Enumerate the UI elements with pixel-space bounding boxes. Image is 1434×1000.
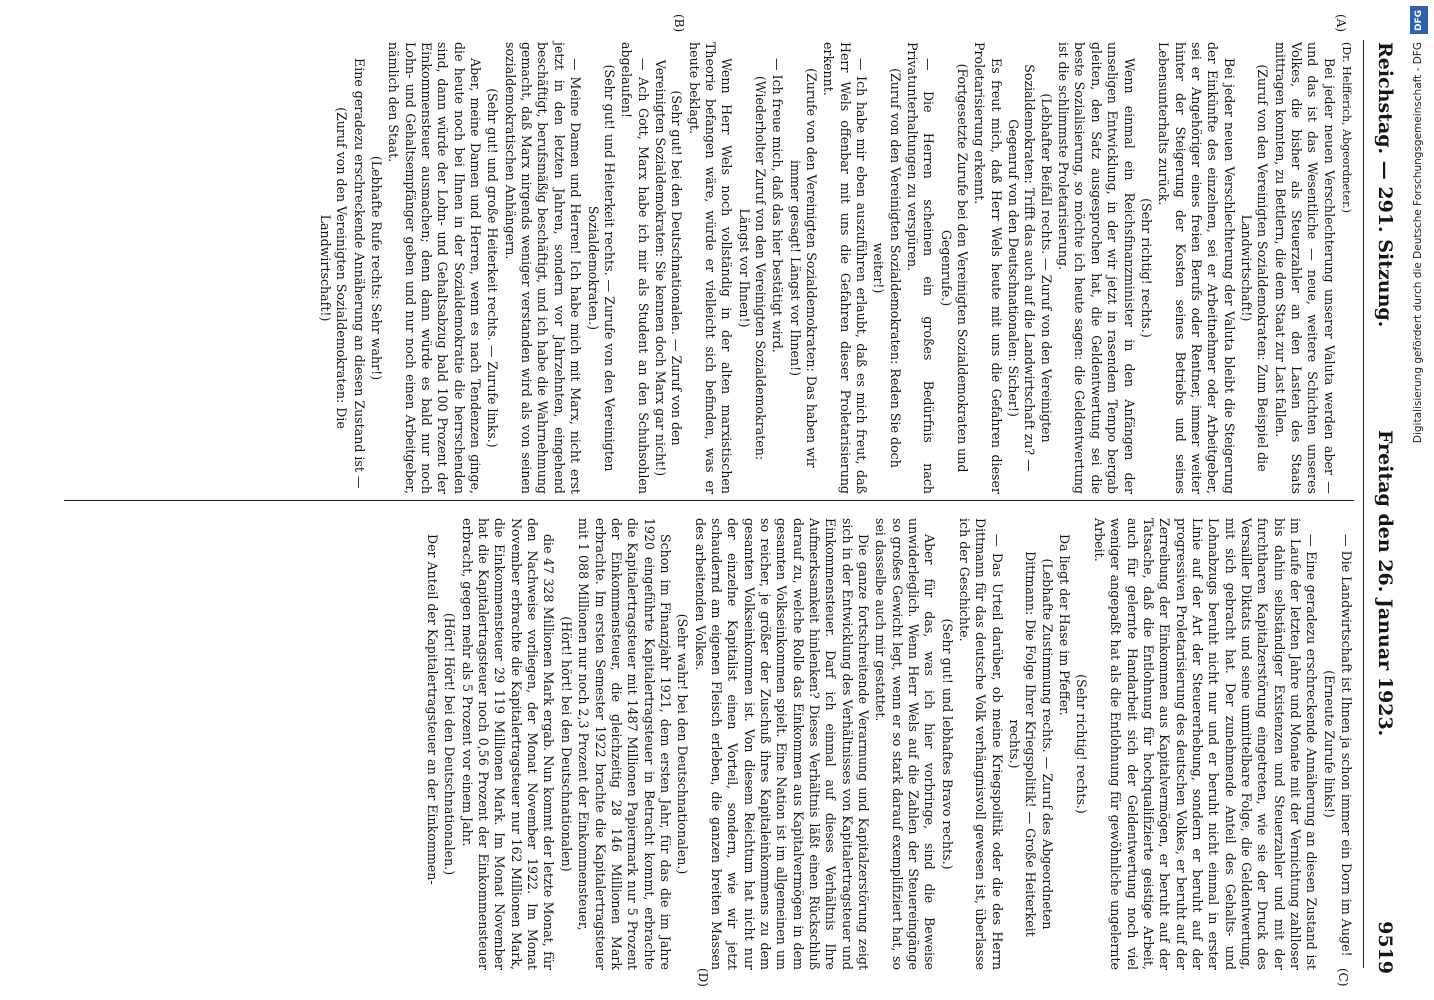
speaker-caption: (Dr. Helfferich, Abgeordneter.) xyxy=(1340,42,1353,213)
left-column xyxy=(316,42,1354,494)
paragraph: — Ich freue mich, daß das hier bestätigt wird. xyxy=(770,58,786,353)
interjection: (Sehr gut! und große Heiterkeit rechts. — Zurufe links.) xyxy=(485,88,501,448)
interjection: (Sehr wahr! bei den Deutschnationalen.) xyxy=(675,613,691,875)
paragraph: Es freut mich, daß Herr Wels heute mit uns die Gefahren dieser Proletarisierung erkennt. xyxy=(972,42,1004,494)
interjection: (Lebhafte Rufe rechts: Sehr wahr!) xyxy=(369,155,385,381)
right-column xyxy=(423,518,1354,970)
paragraph: Bei jeder neuen Verschlechterung unserer Valuta werden aber — und das ist das Wesentliche — neue, weitere Schichten unseres Volkes, die bisher als Steuerzahler an den Lasten des Staats mittragen konnten, zu Bettlern, die dem Staat zur Last fallen. xyxy=(1272,42,1337,494)
margin-mark-c: (C) xyxy=(1336,968,1350,987)
interjection: (Fortgesetzte Zurufe bei den Vereinigten Sozialdemokraten und Gegenrufe.) xyxy=(938,63,971,473)
interjection: (Sehr richtig! rechts.) xyxy=(1138,198,1154,338)
paragraph: Der Anteil der Kapitalertragsteuer an der Einkommen- xyxy=(425,534,441,885)
paragraph: Aber, meine Damen und Herren, wenn es nach Tendenzen ginge, die heute noch bei Ihnen in der Sozialdemokratie die herrschenden sind, dann würde der Lohn- und Gehaltsabzug bald 100 Prozent der Einkommensteuer ausmachen; denn dann würde es bald nur noch Lohn- und Gehaltsempfänger geben und nur noch einen Arbeitgeber, nämlich den Staat. xyxy=(386,42,484,494)
interjection: (Sehr richtig! rechts.) xyxy=(1074,674,1090,814)
paragraph: die 47 328 Millionen Mark ergab. Nun kommt der letzte Monat, für den Nachweise vorliegen, der Monat November 1922. Im Monat November erbrachte die Kapitalertragsteuer nur 162 Millionen Mark, die Einkommensteuer 29 119 Millionen Mark. Im Monat November hat die Kapitalertragsteuer noch 0,56 Prozent der Einkommensteuer erbracht, gegen mehr als 5 Prozent vor einem Jahr. xyxy=(459,518,557,970)
interjection: (Zuruf von den Vereinigten Sozialdemokraten: Zum Beispiel die Landwirtschaft!) xyxy=(1238,64,1271,472)
paragraph: Schon im Finanzjahr 1921, dem ersten Jahr, für das die im Jahre 1920 eingeführte Kapitalertragsteuer in Betracht kommt, erbrachte die Kapitalertragsteuer mit 1487 Millionen Papiermark nur 5 Prozent der Einkommensteuer, die gleichzeitig 28 146 Millionen Mark erbrachte. Im ersten Semester 1922 brachte die Kapitalertragsteuer mit 1 088 Millionen nur noch 2,3 Prozent der Einkommensteuer, xyxy=(576,518,673,970)
interjection: (Lebhafter Beifall rechts. — Zuruf von den Vereinigten Sozialdemokraten: Trifft das auch auf die Landwirtschaft zu? — Gegenruf von den Deutschnationalen: Sicher!) xyxy=(1006,64,1054,472)
margin-mark-b: (B) xyxy=(672,14,686,33)
interjection: (Lebhafte Zustimmung rechts. — Zuruf des Abgeordneten Dittmann: Die Folge Ihrer Kriegspolitik! — Große Heiterkeit rechts.) xyxy=(1007,551,1055,937)
paragraph: — Meine Damen und Herren! Ich habe mich mit Marx, nicht erst jetzt in den letzten Jahren, sondern vor Jahrzehnten, eingehend beschäftigt, berufsmäßig beschäftigt, und ich habe die Wahrnehmung gemacht, daß Marx nirgends weniger verstanden wird als von seinen sozialdemokratischen Anhängern. xyxy=(502,42,584,494)
margin-mark-d: (D) xyxy=(696,968,710,987)
paragraph: Wenn einmal ein Reichsfinanzminister in den Anfängen der unseligen Entwicklung, in der wir jetzt in rasendem Tempo bergab gleiten, den Satz ausgesprochen hat, die Geldentwertung sei die beste Sozialisierung, so möchte ich heute sagen: die Geldentwertung ist die schlimmste Proletarisierung. xyxy=(1056,42,1137,494)
paragraph: Aber für das, was ich hier vorbringe, sind die Beweise unwiderleglich. Wenn Herr Wels auf die Zahlen der Steuereingänge so großes Gewicht legt, wenn er so stark darauf exemplifiziert hat, so sei dasselbe auch mir gestattet. xyxy=(873,518,938,970)
digitization-credit: Digitalisierung gefördert durch die Deutsche Forschungsgemeinschaft - DFG xyxy=(1412,42,1424,444)
paragraph: Da liegt der Hase im Pfeffer. xyxy=(1057,534,1073,716)
paragraph: — Die Landwirtschaft ist Ihnen ja schon immer ein Dorn im Auge! xyxy=(1339,534,1354,957)
interjection: (Zuruf von den Vereinigten Sozialdemokraten: Reden Sie doch weiter!) xyxy=(871,68,903,468)
interjection: (Hört! hört! bei den Deutschnationalen) xyxy=(558,616,574,872)
paragraph: Wenn Herr Wels noch vollständig in der alten marxistischen Theorie befangen wäre, würde er vielleicht sich befinden, was er heute beklagt. xyxy=(686,42,735,494)
paragraph: — Ach Gott, Marx habe ich mir als Student an den Schuhsohlen abgelaufen! xyxy=(619,42,651,494)
header-rule xyxy=(1363,40,1364,968)
paragraph: — Die Herren scheinen ein großes Bedürfnis nach Privatunterhaltungen zu verspüren. xyxy=(905,42,937,494)
page-header xyxy=(1364,0,1408,1000)
header-left: Reichstag. — 291. Sitzung. xyxy=(1374,42,1396,328)
column-divider xyxy=(64,500,1354,501)
interjection: (Hört! Hört! bei den Deutschnationalen.) xyxy=(442,612,458,876)
interjection: (Zurufe von den Vereinigten Sozialdemokraten: Das haben wir immer gesagt! Längst vor Ihnen!) xyxy=(787,68,819,468)
paragraph: Die ganze fortschreitende Verarmung und Kapitalzerstörung zeigt sich in der Entwicklung des Verhältnisses von Kapitalertragsteuer und Einkommensteuer. Darf ich einmal auf dieses Verhältnis Ihre Aufmerksamkeit hinlenken? Dieses Verhältnis läßt einen Rückschluß darauf zu, welche Rolle das Einkommen aus Kapitalvermögen in dem gesamten Volkseinkommen spielt. Eine Nation ist im allgemeinen um so reicher, je größer der Zuschuß ihres Kapitaleinkommens zu dem gesamten Volkseinkommen ist. Von diesem Reichtum hat nicht nur der einzelne Kapitalist einen Vorteil, sondern, wie wir jetzt schaudernd am eigenen Fleisch erleben, die ganzen breiten Massen des arbeitenden Volkes. xyxy=(692,518,872,970)
interjection: (Sehr gut! und lebhaftes Bravo rechts.) xyxy=(939,618,955,870)
page-number: 9519 xyxy=(1374,921,1396,974)
interjection: (Erneute Zurufe links!) xyxy=(1321,670,1337,818)
paragraph: — Eine geradezu erschreckende Annäherung an diesen Zustand ist im Laufe der letzten Jahre und Monate mit der Vernichtung zahlloser bis dahin selbständiger Existenzen und Steuerzahler und mit der furchtbaren Kapitalzerstörung eingetreten, wie sie der Druck des Versailler Diktats und seine unmittelbare Folge, die Geldentwertung, mit sich gebracht hat. Der zunehmende Anteil des Gehalts- und Lohnabzugs beruht nicht nur und er beruht nicht einmal in erster Linie auf der Art der Steuererhebung, sondern er beruht auf der progressiven Proletarisierung des deutschen Volkes, er beruht auf der Zerreibung der Einkommen aus Kapitalvermögen, er beruht auf der Tatsache, daß die Entlohnung für hochqualifizierte geistige Arbeit, auch für gelernte Handarbeit sich der Geldentwertung noch viel weniger angepaßt hat als die Entlohnung für gewöhnliche ungelernte Arbeit. xyxy=(1091,518,1320,970)
paragraph: Bei jeder neuen Verschlechterung der Valuta bleibt die Steigerung der Einkünfte des einzelnen, sei er Arbeitnehmer oder Arbeitgeber, sei er Angehöriger eines freien Berufs oder Rentner, immer weiter hinter der Steigerung der Kosten seines Betriebs und seines Lebensunterhalts zurück. xyxy=(1156,42,1237,494)
header-date: Freitag den 26. Januar 1923. xyxy=(1374,430,1396,737)
paragraph: — Das Urteil darüber, ob meine Kriegspolitik oder die des Herrn Dittmann für das deutsche Volk verhängnisvoll gewesen ist, überlasse ich der Geschichte. xyxy=(957,518,1005,970)
interjection: (Zuruf von den Vereinigten Sozialdemokraten: Die Landwirtschaft!) xyxy=(318,107,350,429)
interjection: (Wiederholter Zuruf von den Vereinigten Sozialdemokraten: Längst vor Ihnen!) xyxy=(736,75,768,461)
paragraph: Eine geradezu erschreckende Annäherung an diesen Zustand ist — xyxy=(351,58,367,489)
interjection: (Sehr gut! und Heiterkeit rechts. — Zurufe von den Vereinigten Sozialdemokraten.) xyxy=(585,64,617,472)
interjection: (Sehr gut! bei den Deutschnationalen. — Zuruf von den Vereinigten Sozialdemokraten: Sie kennen doch Marx gar nicht!) xyxy=(652,59,685,477)
digitization-strip xyxy=(1404,0,1434,1000)
paragraph: — Ich habe mir eben auszuführen erlaubt, daß es mich freut, daß Herr Wels offenbar mit uns die Gefahren dieser Proletarisierung erkennt. xyxy=(821,42,870,494)
margin-mark-a: (A) xyxy=(1334,14,1348,33)
dfg-logo: DFG xyxy=(1410,6,1428,34)
